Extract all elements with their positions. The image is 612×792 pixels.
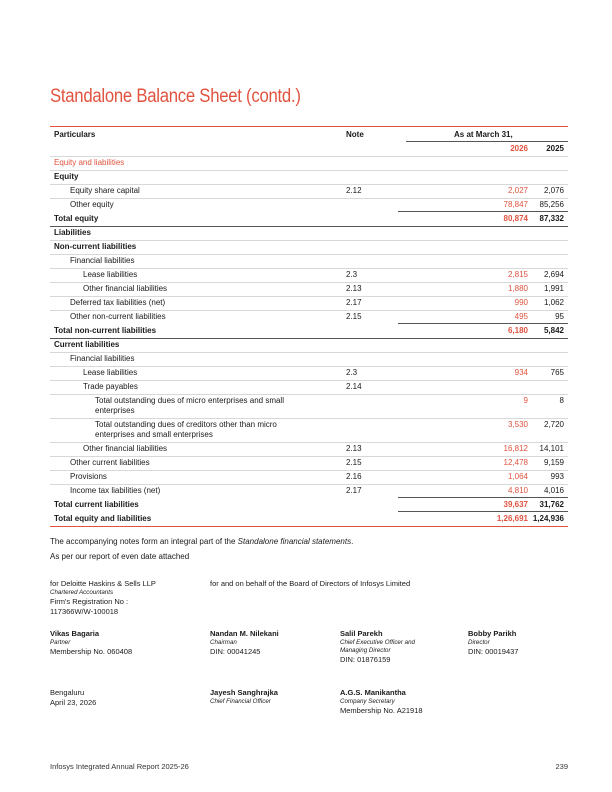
- cs-block: [340, 688, 423, 716]
- table-row: [50, 366, 568, 380]
- page-title: Standalone Balance Sheet (contd.): [50, 86, 301, 107]
- signatory-id: DIN: 00041245: [210, 647, 261, 656]
- row-value-2025: 31,762: [539, 500, 564, 509]
- row-label: Total outstanding dues of creditors other than micro enterprises and small enterprises: [95, 420, 277, 439]
- signatory-title: Chief Executive Officer and Managing Director: [340, 639, 415, 654]
- board-line: for and on behalf of the Board of Directors of Infosys Limited: [210, 579, 411, 588]
- row-value-2026: 6,180: [507, 326, 528, 335]
- row-note: 2.12: [346, 186, 362, 195]
- row-value-2026: 1,880: [507, 284, 528, 293]
- row-label: Total equity and liabilities: [54, 514, 152, 523]
- row-value-2026: 9: [523, 396, 528, 405]
- row-value-2025: 14,101: [539, 444, 564, 453]
- table-row-total: [50, 324, 568, 338]
- row-label: Other equity: [70, 200, 114, 209]
- firm-reg-no: 117366W/W-100018: [50, 607, 119, 616]
- table-row: [50, 456, 568, 470]
- table-row: [50, 240, 568, 254]
- notes-line-1: [50, 537, 353, 546]
- row-label: Lease liabilities: [83, 270, 138, 279]
- firm-reg-label: Firm's Registration No :: [50, 597, 129, 606]
- table-row: [50, 470, 568, 484]
- row-label: Total current liabilities: [54, 500, 139, 509]
- row-label: Other financial liabilities: [83, 444, 168, 453]
- cs-membership: Membership No. A21918: [340, 706, 423, 715]
- cfo-name: Jayesh Sanghrajka: [210, 688, 278, 697]
- place-date-block: [50, 688, 96, 708]
- row-value-2025: 95: [555, 312, 564, 321]
- cs-name: A.G.S. Manikantha: [340, 688, 406, 697]
- row-label: Deferred tax liabilities (net): [70, 298, 166, 307]
- row-value-2026: 2,027: [507, 186, 528, 195]
- table-row: [50, 282, 568, 296]
- row-note: 2.16: [346, 472, 362, 481]
- row-value-2026: 12,478: [503, 458, 528, 467]
- row-note: 2.3: [346, 368, 358, 377]
- table-row: [50, 352, 568, 366]
- signatory-name: Vikas Bagaria: [50, 629, 100, 638]
- row-value-2025: 8: [559, 396, 564, 405]
- signatory-name: Nandan M. Nilekani: [210, 629, 279, 638]
- table-top-rule: [50, 126, 568, 127]
- row-note: 2.15: [346, 458, 362, 467]
- row-value-2025: 2,076: [543, 186, 564, 195]
- row-value-2026: 990: [514, 298, 528, 307]
- row-value-2025: 1,24,936: [532, 514, 564, 523]
- notes-line-2: As per our report of even date attached: [50, 552, 190, 561]
- date: April 23, 2026: [50, 698, 97, 707]
- row-label: Current liabilities: [54, 340, 120, 349]
- table-row-total: [50, 498, 568, 512]
- table-row: [50, 442, 568, 456]
- row-label: Other financial liabilities: [83, 284, 168, 293]
- auditor-block: [50, 579, 156, 617]
- table-row: [50, 198, 568, 212]
- year-header-row: [50, 142, 568, 156]
- row-label: Total equity: [54, 214, 99, 223]
- signatory-title: Chairman: [210, 639, 237, 646]
- table-bottom-rule: [50, 526, 568, 527]
- row-label: Lease liabilities: [83, 368, 138, 377]
- row-value-2025: 765: [550, 368, 564, 377]
- row-label: Financial liabilities: [70, 256, 135, 265]
- signatory-4: [468, 629, 568, 657]
- page-number: 239: [555, 762, 568, 771]
- row-note: 2.17: [346, 486, 362, 495]
- row-note: 2.15: [346, 312, 362, 321]
- footer-report-name: Infosys Integrated Annual Report 2025-26: [50, 762, 189, 771]
- signatory-3: [340, 629, 440, 665]
- row-value-2026: 3,530: [507, 420, 528, 429]
- table-header-row: [50, 128, 568, 142]
- auditor-firm: for Deloitte Haskins & Sells LLP: [50, 579, 156, 588]
- signatory-id: Membership No. 060408: [50, 647, 133, 656]
- row-label: Trade payables: [83, 382, 138, 391]
- row-label: Total outstanding dues of micro enterprises and small enterprises: [95, 396, 284, 415]
- row-label: Liabilities: [54, 228, 91, 237]
- row-label: Other current liabilities: [70, 458, 150, 467]
- table-row: [50, 380, 568, 394]
- row-label: Income tax liabilities (net): [70, 486, 161, 495]
- row-value-2025: 1,062: [543, 298, 564, 307]
- table-row: [50, 268, 568, 282]
- row-note: 2.14: [346, 382, 362, 391]
- table-row: [50, 254, 568, 268]
- table-row: [50, 394, 568, 418]
- row-label: Financial liabilities: [70, 354, 135, 363]
- row-value-2025: 9,159: [543, 458, 564, 467]
- col-note: Note: [346, 130, 364, 139]
- table-row: [50, 418, 568, 442]
- row-note: 2.13: [346, 284, 362, 293]
- row-value-2025: 2,694: [543, 270, 564, 279]
- row-note: 2.17: [346, 298, 362, 307]
- row-label: Non-current liabilities: [54, 242, 137, 251]
- row-label: Other non-current liabilities: [70, 312, 166, 321]
- table-row: [50, 184, 568, 198]
- table-row: [50, 170, 568, 184]
- signatory-title: Partner: [50, 639, 71, 646]
- row-value-2025: 4,016: [543, 486, 564, 495]
- signatory-name: Bobby Parikh: [468, 629, 517, 638]
- row-note: 2.13: [346, 444, 362, 453]
- row-value-2026: 2,815: [507, 270, 528, 279]
- year-2025: 2025: [546, 144, 564, 153]
- signatory-name: Salil Parekh: [340, 629, 383, 638]
- signatory-1: [50, 629, 200, 657]
- row-value-2025: 87,332: [539, 214, 564, 223]
- row-value-2026: 495: [514, 312, 528, 321]
- year-2026: 2026: [510, 144, 528, 153]
- table-row-grand-total: [50, 512, 568, 526]
- signatory-title: Director: [468, 639, 490, 646]
- signatory-id: DIN: 00019437: [468, 647, 519, 656]
- section-label-row: [50, 156, 568, 170]
- row-note: 2.3: [346, 270, 358, 279]
- section-label: Equity and liabilities: [54, 158, 125, 167]
- row-value-2026: 1,26,691: [496, 514, 528, 523]
- col-particulars: Particulars: [54, 130, 96, 139]
- row-value-2025: 2,720: [543, 420, 564, 429]
- row-value-2026: 16,812: [503, 444, 528, 453]
- row-value-2025: 993: [550, 472, 564, 481]
- auditor-role: Chartered Accountants: [50, 589, 114, 596]
- row-value-2026: 80,874: [503, 214, 528, 223]
- row-label: Provisions: [70, 472, 107, 481]
- table-row-total: [50, 212, 568, 226]
- table-row: [50, 226, 568, 240]
- row-value-2026: 4,810: [507, 486, 528, 495]
- cfo-block: [210, 688, 278, 706]
- cfo-title: Chief Financial Officer: [210, 698, 271, 705]
- table-row: [50, 310, 568, 324]
- cs-title: Company Secretary: [340, 698, 395, 705]
- place: Bengaluru: [50, 688, 85, 697]
- notes-text: The accompanying notes form an integral part of the: [50, 537, 238, 546]
- table-row: [50, 484, 568, 498]
- row-value-2026: 39,637: [503, 500, 528, 509]
- table-row: [50, 296, 568, 310]
- row-value-2025: 5,842: [543, 326, 564, 335]
- row-label: Equity: [54, 172, 79, 181]
- notes-italic-text: Standalone financial statements: [237, 537, 352, 546]
- notes-text-end: .: [351, 537, 354, 546]
- row-value-2026: 1,064: [507, 472, 528, 481]
- row-label: Equity share capital: [70, 186, 140, 195]
- signatory-id: DIN: 01876159: [340, 655, 391, 664]
- col-asat: As at March 31,: [454, 130, 513, 139]
- row-value-2026: 934: [514, 368, 528, 377]
- row-value-2025: 1,991: [543, 284, 564, 293]
- signatory-2: [210, 629, 330, 657]
- row-value-2025: 85,256: [539, 200, 564, 209]
- row-value-2026: 78,847: [503, 200, 528, 209]
- table-row: [50, 338, 568, 352]
- row-label: Total non-current liabilities: [54, 326, 157, 335]
